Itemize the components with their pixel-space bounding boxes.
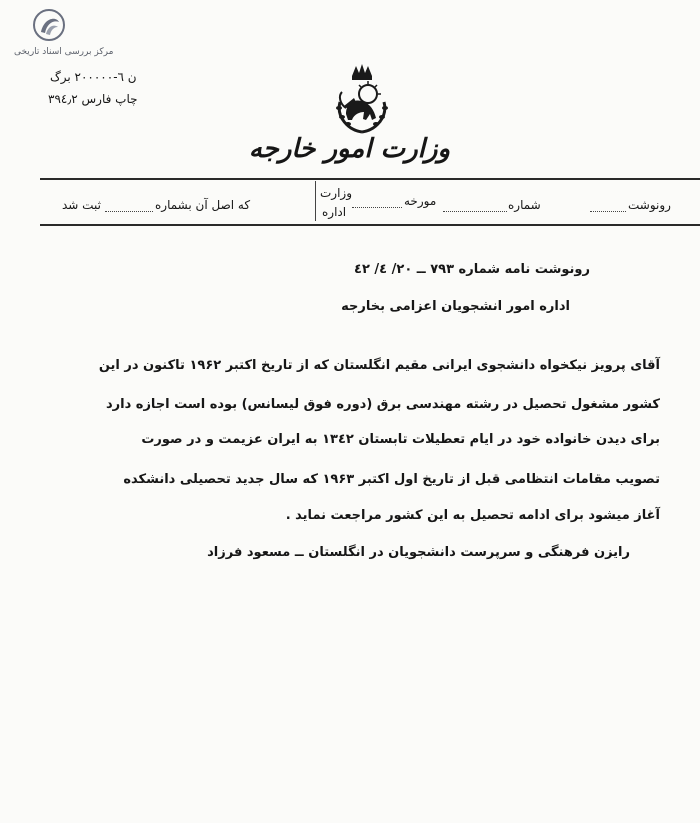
ministry-field-label: وزارت <box>320 186 353 200</box>
body-line: برای دیدن خانواده خود در ایام تعطیلات تابستان ۱۳٤۲ به ایران عزیمت و در صورت <box>141 432 660 447</box>
original-number-field-label: که اصل آن بشماره <box>155 198 251 212</box>
body-line: کشور مشغول تحصیل در رشته مهندسی برق (دوره فوق لیسانس) بوده است اجازه دارد <box>105 397 660 412</box>
ministry-title: وزارت امور خارجه <box>248 134 450 164</box>
registered-field-label: ثبت شد <box>62 198 101 212</box>
date-field-dots <box>352 207 402 208</box>
watermark-text: مرکز بررسی اسناد تاریخی <box>14 47 114 57</box>
copy-reference-line: رونوشت نامه شماره ۷۹۳ ــ ۲۰/ ٤/ ٤۲ <box>354 262 590 277</box>
number-field-dots <box>443 211 507 212</box>
form-code-line-2: چاپ فارس ۳۹٤٫۲ <box>48 92 138 106</box>
form-bar-bottom-rule <box>40 224 700 226</box>
date-field-label: مورخه <box>404 194 437 208</box>
body-line: تصویب مقامات انتظامی قبل از تاریخ اول اکتبر ۱۹۶۳ که سال جدید تحصیلی دانشکده <box>123 472 660 487</box>
copy-field-label: رونوشت <box>628 198 671 212</box>
copy-field-dots <box>590 211 626 212</box>
original-number-field-dots <box>105 211 153 212</box>
office-field-label: اداره <box>322 205 347 219</box>
number-field-label: شماره <box>508 198 541 212</box>
body-line: آغاز میشود برای ادامه تحصیل به این کشور مراجعت نماید . <box>285 508 660 523</box>
lion-and-sun-emblem-icon <box>330 62 394 136</box>
archive-logo-icon <box>32 8 66 42</box>
form-code-line-1: ن ٦-٢٠٠٠٠٠ برگ <box>50 70 137 84</box>
watermark <box>14 8 164 66</box>
body-line: آقای پرویز نیکخواه دانشجوی ایرانی مقیم انگلستان که از تاریخ اکتبر ۱۹۶۲ تاکنون در این <box>98 358 660 373</box>
signature-line: رایزن فرهنگی و سرپرست دانشجویان در انگلستان ــ مسعود فرزاد <box>207 545 630 560</box>
addressee-department: اداره امور انشجویان اعزامی بخارجه <box>341 299 570 314</box>
form-bar-divider <box>315 181 316 221</box>
form-bar-top-rule <box>40 178 700 180</box>
